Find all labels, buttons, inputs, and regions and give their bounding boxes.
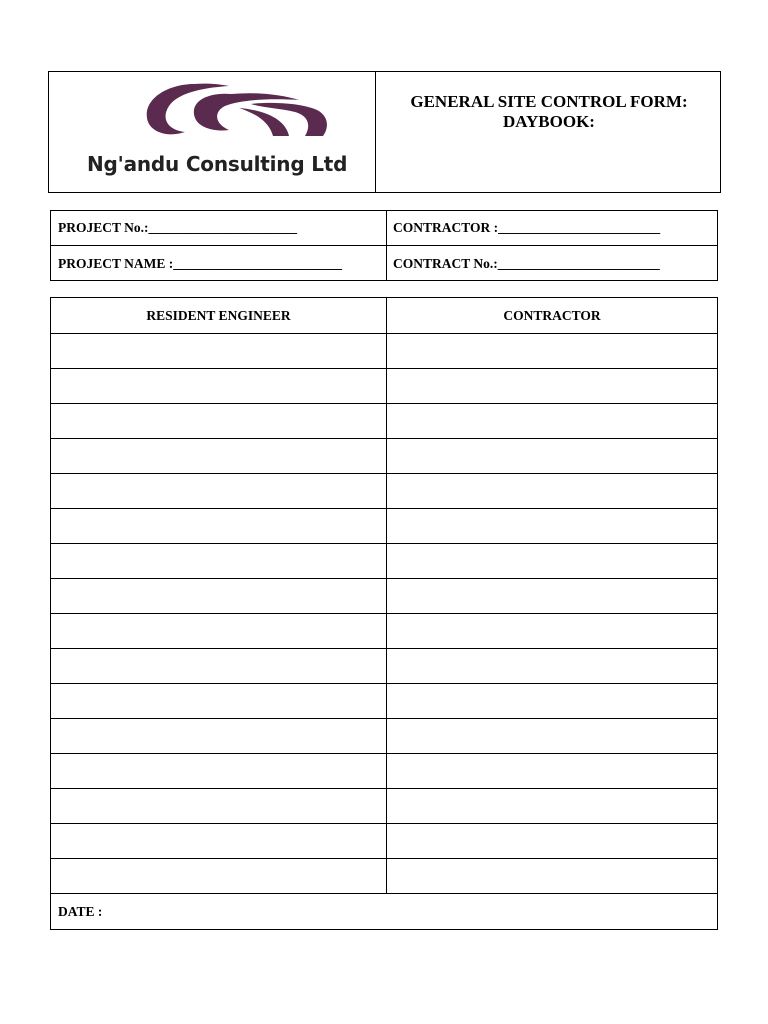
form-header <box>48 71 721 193</box>
resident-engineer-entry-cell[interactable] <box>51 789 386 823</box>
contractor-entry-cell[interactable] <box>387 439 717 473</box>
contract-no-field[interactable]: CONTRACT No.:________________________ <box>393 256 660 271</box>
contractor-entry-cell[interactable] <box>387 754 717 788</box>
contractor-entry-cell[interactable] <box>387 614 717 648</box>
contractor-field[interactable]: CONTRACTOR :________________________ <box>393 220 661 235</box>
contractor-entry-cell[interactable] <box>387 789 717 823</box>
logo-swoosh-icon <box>139 80 339 152</box>
resident-engineer-entry-cell[interactable] <box>51 824 386 858</box>
contractor-entry-cell[interactable] <box>387 684 717 718</box>
resident-engineer-entry-cell[interactable] <box>51 649 386 683</box>
info-col-divider <box>386 211 387 280</box>
contractor-entry-cell[interactable] <box>387 334 717 368</box>
contractor-entry-cell[interactable] <box>387 509 717 543</box>
date-label: DATE : <box>58 904 103 919</box>
resident-engineer-entry-cell[interactable] <box>51 579 386 613</box>
company-name: Ng'andu Consulting Ltd <box>87 152 348 176</box>
contractor-entry-cell[interactable] <box>387 369 717 403</box>
resident-engineer-entry-cell[interactable] <box>51 684 386 718</box>
resident-engineer-entry-cell[interactable] <box>51 754 386 788</box>
resident-engineer-entry-cell[interactable] <box>51 369 386 403</box>
form-title-line1: GENERAL SITE CONTROL FORM: <box>410 92 688 111</box>
contractor-entry-cell[interactable] <box>387 859 717 893</box>
contractor-entry-cell[interactable] <box>387 544 717 578</box>
resident-engineer-entry-cell[interactable] <box>51 404 386 438</box>
contractor-entry-cell[interactable] <box>387 824 717 858</box>
resident-engineer-header: RESIDENT ENGINEER <box>146 308 291 323</box>
resident-engineer-entry-cell[interactable] <box>51 544 386 578</box>
resident-engineer-entry-cell[interactable] <box>51 439 386 473</box>
company-logo <box>49 72 375 192</box>
resident-engineer-entry-cell[interactable] <box>51 719 386 753</box>
contractor-header: CONTRACTOR <box>503 308 601 323</box>
resident-engineer-entry-cell[interactable] <box>51 474 386 508</box>
project-info-table <box>50 210 718 281</box>
form-title-line2: DAYBOOK: <box>503 112 595 131</box>
contractor-entry-cell[interactable] <box>387 719 717 753</box>
resident-engineer-entry-cell[interactable] <box>51 614 386 648</box>
contractor-entry-cell[interactable] <box>387 649 717 683</box>
project-no-field[interactable]: PROJECT No.:______________________ <box>58 220 298 235</box>
resident-engineer-entry-cell[interactable] <box>51 859 386 893</box>
daybook-log-table <box>50 297 718 930</box>
info-row-divider <box>51 245 717 246</box>
date-row-divider <box>51 893 717 894</box>
resident-engineer-entry-cell[interactable] <box>51 334 386 368</box>
contractor-entry-cell[interactable] <box>387 404 717 438</box>
project-name-field[interactable]: PROJECT NAME :_________________________ <box>58 256 343 271</box>
contractor-entry-cell[interactable] <box>387 474 717 508</box>
contractor-entry-cell[interactable] <box>387 579 717 613</box>
form-title <box>376 92 722 132</box>
resident-engineer-entry-cell[interactable] <box>51 509 386 543</box>
header-divider <box>375 72 376 192</box>
